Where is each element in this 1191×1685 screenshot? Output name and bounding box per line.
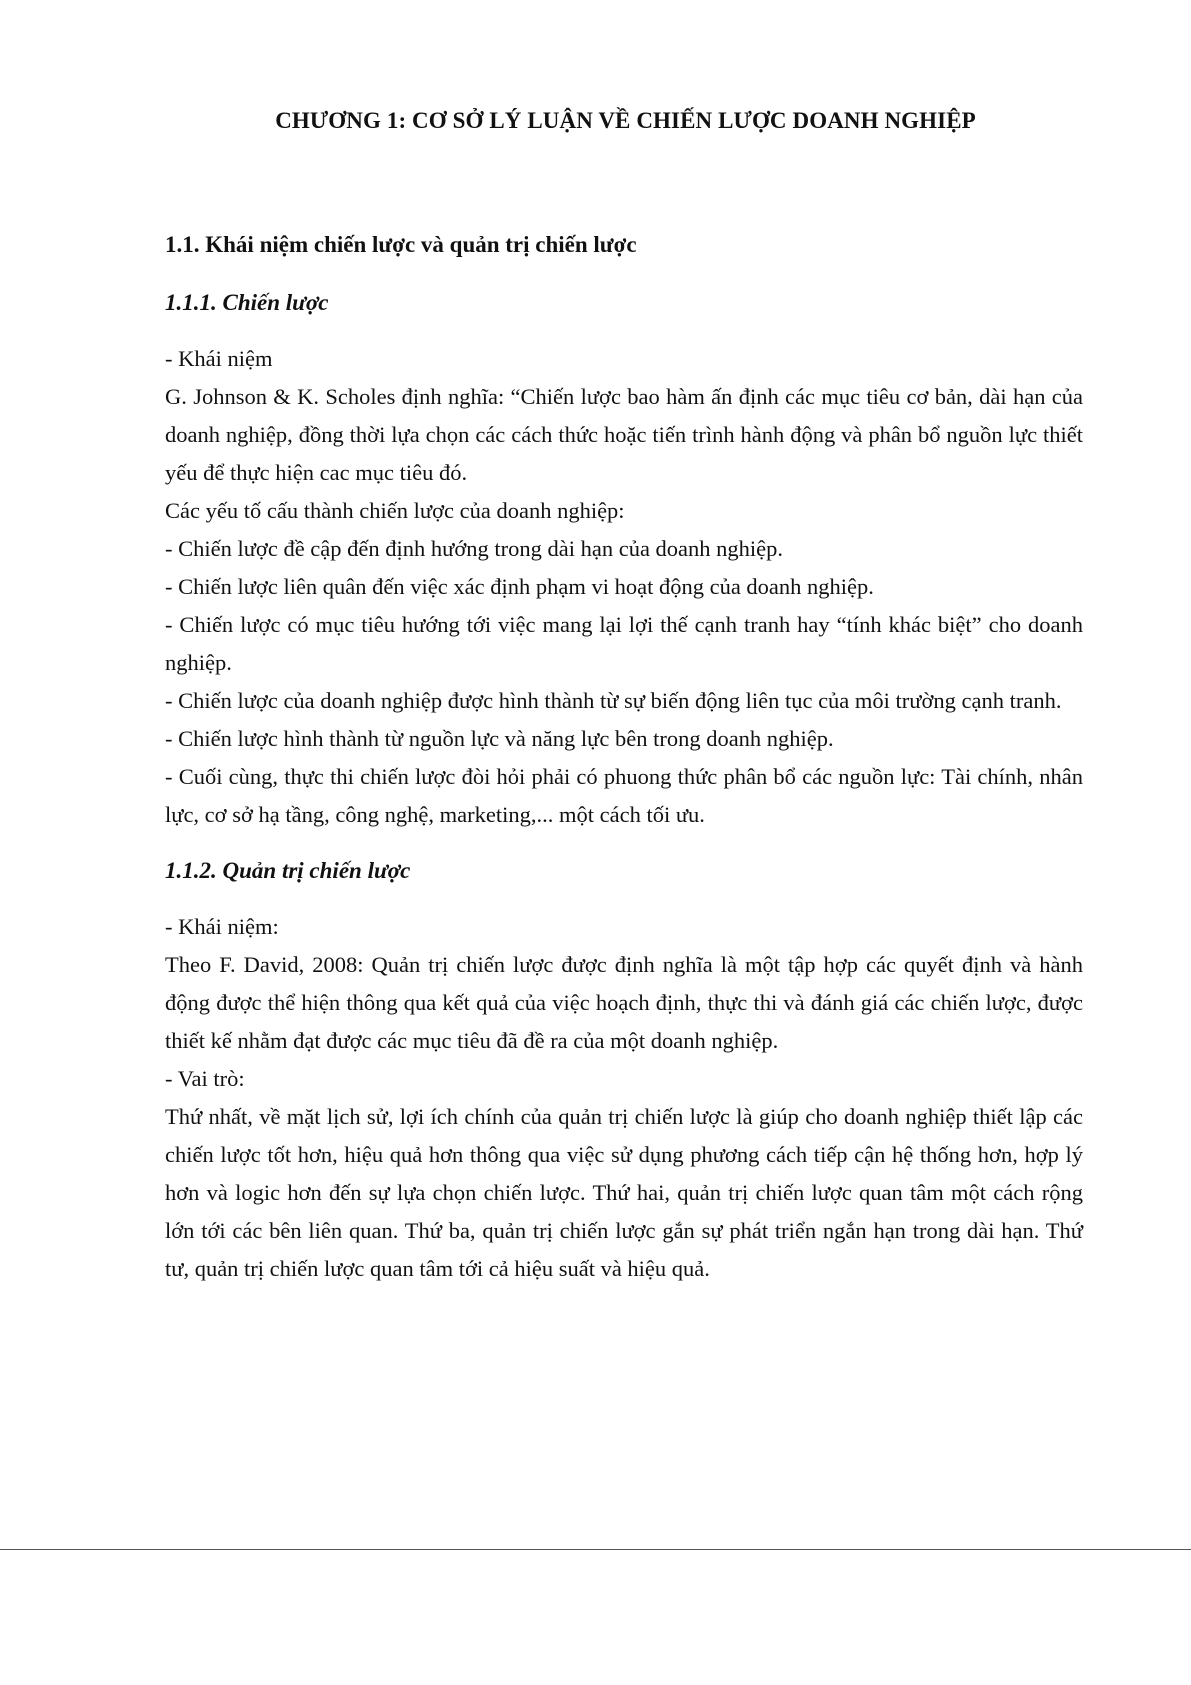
paragraph-role-label: - Vai trò: — [165, 1066, 245, 1091]
chapter-title: CHƯƠNG 1: CƠ SỞ LÝ LUẬN VỀ CHIẾN LƯỢC DOANH NGHIỆP — [275, 108, 976, 133]
bullet-competitive-advantage: - Chiến lược có mục tiêu hướng tới việc mang lại lợi thế cạnh tranh hay “tính khác biệt” cho doanh nghiệp. — [165, 612, 1083, 675]
paragraph-david-definition: Theo F. David, 2008: Quản trị chiến lược được định nghĩa là một tập hợp các quyết định và hành động được thể hiện thông qua kết quả của việc hoạch định, thực thi và đánh giá các chiến lược, được thiết kế nhằm đạt được các mục tiêu đã đề ra của một doanh nghiệp. — [165, 952, 1083, 1053]
section-heading-1-1: 1.1. Khái niệm chiến lược và quản trị chiến lược — [165, 232, 637, 257]
bullet-internal-resources: - Chiến lược hình thành từ nguồn lực và năng lực bên trong doanh nghiệp. — [165, 726, 834, 751]
bullet-resource-allocation: - Cuối cùng, thực thi chiến lược đòi hỏi phải có phuong thức phân bổ các nguồn lực: Tài chính, nhân lực, cơ sở hạ tầng, công nghệ, marketing,... một cách tối ưu. — [165, 764, 1083, 827]
bullet-long-term-direction: - Chiến lược đề cập đến định hướng trong dài hạn của doanh nghiệp. — [165, 536, 784, 561]
subsection-heading-1-1-2: 1.1.2. Quản trị chiến lược — [165, 858, 411, 883]
footer-divider — [0, 1549, 1191, 1550]
paragraph-concept-label-2: - Khái niệm: — [165, 914, 279, 939]
paragraph-johnson-scholes-definition: G. Johnson & K. Scholes định nghĩa: “Chiến lược bao hàm ấn định các mục tiêu cơ bản, dài hạn của doanh nghiệp, đồng thời lựa chọn các cách thức hoặc tiến trình hành động và phân bổ nguồn lực thiết yếu để thực hiện cac mục tiêu đó. — [165, 384, 1083, 485]
bullet-scope-of-activities: - Chiến lược liên quân đến việc xác định phạm vi hoạt động của doanh nghiệp. — [165, 574, 874, 599]
subsection-heading-1-1-1: 1.1.1. Chiến lược — [165, 290, 329, 315]
paragraph-concept-label: - Khái niệm — [165, 346, 273, 371]
bullet-competitive-environment: - Chiến lược của doanh nghiệp được hình thành từ sự biến động liên tục của môi trường cạnh tranh. — [165, 688, 1062, 713]
page-content — [165, 226, 1083, 1288]
paragraph-role-description: Thứ nhất, về mặt lịch sử, lợi ích chính của quản trị chiến lược là giúp cho doanh nghiệp thiết lập các chiến lược tốt hơn, hiệu quả hơn thông qua việc sử dụng phương cách tiếp cận hệ thống hơn, hợp lý hơn và logic hơn đến sự lựa chọn chiến lược. Thứ hai, quản trị chiến lược quan tâm một cách rộng lớn tới các bên liên quan. Thứ ba, quản trị chiến lược gắn sự phát triển ngắn hạn trong dài hạn. Thứ tư, quản trị chiến lược quan tâm tới cả hiệu suất và hiệu quả. — [165, 1104, 1083, 1281]
paragraph-components-intro: Các yếu tố cấu thành chiến lược của doanh nghiệp: — [165, 498, 625, 523]
